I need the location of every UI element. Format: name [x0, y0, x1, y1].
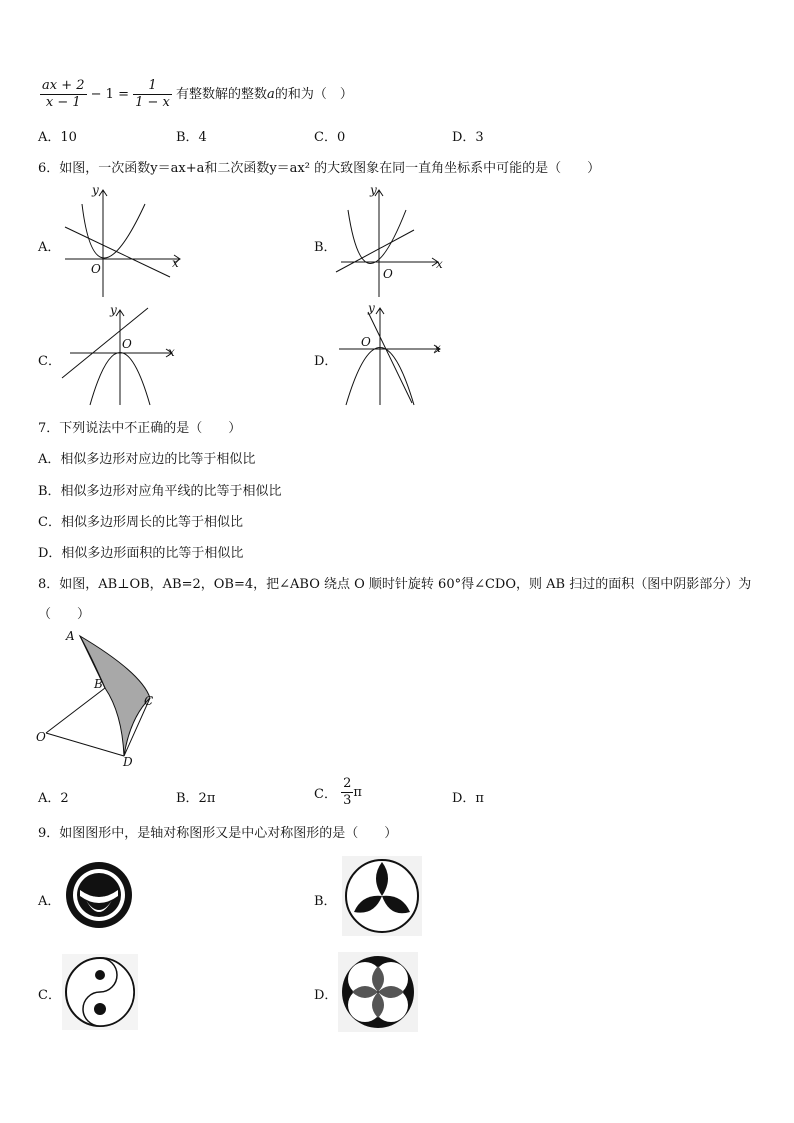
q8-point-o-label: O — [36, 730, 46, 744]
q8-shaded-region — [80, 636, 150, 756]
graph-a-line — [65, 227, 170, 277]
q8-option-c-fraction — [341, 776, 353, 809]
q5-fraction-2 — [133, 78, 172, 111]
q8-point-b-label: B — [94, 677, 103, 691]
q5-frac2-denominator: 1 − x — [135, 95, 170, 110]
graph-b-origin-label: O — [383, 267, 393, 281]
q8-option-c-label: C． — [314, 787, 337, 802]
q6-option-b-label: B． — [314, 240, 337, 255]
graph-a-x-label: x — [172, 256, 179, 270]
q5-stem-end: 的和为（ ） — [274, 87, 353, 102]
q8-option-c-pi: π — [353, 785, 362, 800]
graph-d-x-label: x — [434, 341, 441, 355]
q8-stem-line1: 8．如图，AB⊥OB，AB=2，OB=4，把∠ABO 绕点 O 顺时针旋转 60°得∠CDO，则 AB 扫过的面积（图中阴影部分）为 — [38, 577, 752, 592]
graph-c-axes — [70, 310, 172, 405]
q8-figure — [32, 628, 172, 773]
q7-option-c: C．相似多边形周长的比等于相似比 — [38, 515, 243, 530]
q9-option-a-label: A． — [38, 894, 61, 909]
q5-option-d: D．3 — [452, 130, 484, 145]
q8-option-b: B．2π — [176, 791, 216, 806]
graph-c-origin-label: O — [122, 337, 132, 351]
q6-stem: 6．如图，一次函数y＝ax+a和二次函数y＝ax² 的大致图象在同一直角坐标系中可能的是（ ） — [38, 161, 601, 176]
q9-symbol-b — [342, 856, 422, 936]
graph-b-y-label: y — [370, 183, 377, 197]
q5-equation-line — [40, 78, 353, 111]
q6-option-c-label: C． — [38, 354, 61, 369]
q5-option-b: B．4 — [176, 130, 207, 145]
graph-d-line — [368, 312, 412, 403]
graph-b-x-label: x — [436, 257, 443, 271]
q5-fraction-1 — [40, 78, 87, 111]
q8-option-d: D．π — [452, 791, 484, 806]
graph-b-parabola — [348, 210, 406, 264]
q6-graph-a — [60, 182, 190, 302]
q8-option-c — [314, 776, 362, 809]
q6-graph-c — [60, 300, 190, 410]
q5-stem-tail: 有整数解的整数 — [176, 87, 268, 102]
graph-c-line — [62, 308, 148, 378]
q5-frac1-numerator: ax + 2 — [42, 78, 85, 93]
q7-option-a: A．相似多边形对应边的比等于相似比 — [38, 452, 256, 467]
graph-c-y-label: y — [110, 303, 117, 317]
q9-option-d-label: D． — [314, 988, 338, 1003]
graph-d-y-label: y — [368, 301, 375, 315]
q7-stem: 7．下列说法中不正确的是（ ） — [38, 421, 242, 436]
q8-segment-oa — [46, 688, 105, 733]
q9-symbol-c — [62, 954, 138, 1030]
q7-option-d: D．相似多边形面积的比等于相似比 — [38, 546, 244, 561]
q5-frac1-denominator: x − 1 — [45, 95, 81, 110]
q6-graph-b — [336, 182, 466, 302]
q8-point-a-label: A — [66, 629, 75, 643]
graph-a-y-label: y — [92, 183, 99, 197]
q5-var-a: a — [267, 87, 275, 102]
q8-point-d-label: D — [123, 755, 133, 769]
q5-option-a: A．10 — [38, 130, 77, 145]
graph-d-origin-label: O — [361, 335, 371, 349]
q8-segment-od — [46, 733, 124, 756]
q6-graph-d — [334, 300, 464, 410]
q5-option-c: C．0 — [314, 130, 346, 145]
q9-symbol-a — [64, 860, 134, 930]
q8-option-a: A．2 — [38, 791, 69, 806]
graph-b-line — [336, 230, 414, 272]
q6-option-d-label: D． — [314, 354, 338, 369]
q8-point-c-label: C — [144, 694, 154, 708]
q9-symbol-d — [338, 952, 418, 1032]
graph-a-origin-label: O — [91, 262, 101, 276]
q8-stem-line2: （ ） — [38, 607, 91, 622]
q5-minus-one-equals: − 1 = — [90, 87, 129, 102]
q8-option-c-den: 3 — [343, 793, 352, 808]
graph-c-x-label: x — [168, 345, 175, 359]
q6-option-a-label: A． — [38, 240, 61, 255]
q7-option-b: B．相似多边形对应角平线的比等于相似比 — [38, 484, 282, 499]
q9-option-c-label: C． — [38, 988, 61, 1003]
q9-option-b-label: B． — [314, 894, 337, 909]
q5-frac2-numerator: 1 — [133, 78, 172, 95]
q9-stem: 9．如图图形中，是轴对称图形又是中心对称图形的是（ ） — [38, 826, 398, 841]
q8-option-c-num: 2 — [343, 776, 352, 791]
